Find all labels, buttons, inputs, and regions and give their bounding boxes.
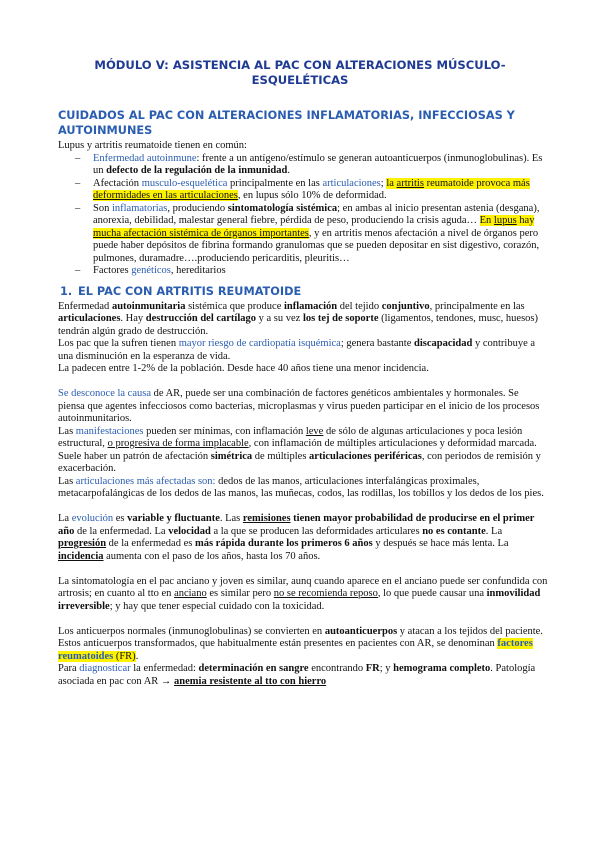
paragraph: La padecen entre 1-2% de la población. Desde hace 40 años tiene una menor incidencia. [58,363,429,374]
list-item: – Afectación musculo-esquelética principalmente en las articulaciones; la artritis reumatoide provoca más deformidades en las articulaciones, en lupus sólo 10% de deformidad. [75,177,530,201]
list-item: – Factores genéticos, hereditarios [75,265,226,276]
paragraph: Los pac que la sufren tienen mayor riesgo de cardiopatía isquémica; genera bastante discapacidad y contribuye a una disminución en la esperanza de vida. [58,338,536,362]
heading-rheumatoid-arthritis: 1. EL PAC CON ARTRITIS REUMATOIDE [60,284,302,298]
paragraph: Los anticuerpos normales (inmunoglobulinas) se convierten en autoanticuerpos y atacan a los tejidos del paciente. Estos anticuerpos transformados, que habitualmente están presentes en pacientes con AR, se denominan factores reumatoides (FR). [58,625,543,662]
dash-bullet: – [75,152,81,164]
document-body [58,140,548,688]
paragraph: Se desconoce la causa de AR, puede ser una combinación de factores genéticos ambientales y hormonales. Se piensa que agentes infecciosos como bacterias, microplasmas y virus pueden participar en el inicio de los procesos autoinmunitarios. [58,388,540,424]
list-item: – Enfermedad autoinmune: frente a un antígeno/estímulo se generan autoanticuerpos (inmunoglobulinas). Es un defecto de la regulación de la inmunidad. [75,152,543,176]
highlight: la artritis reumatoide provoca más deformidades en las articulaciones [93,177,530,201]
paragraph: Las manifestaciones pueden ser mínimas, con inflamación leve de sólo de algunas articulaciones y poca lesión estructural, o progresiva de forma implacable, con inflamación de múltiples articulaciones y deformidad marcada. Suele haber un patrón de afectación simétrica de múltiples articulaciones periféricas, con periodos de remisión y exacerbación. [58,425,541,474]
paragraph: La sintomatología en el pac anciano y joven es similar, aunq cuando aparece en el anciano puede ser confundida con artrosis; en cuanto al tto en anciano es similar pero no se recomienda reposo, lo que puede causar una inmovilidad irreversible; y hay que tener especial cuidado con la toxicidad. [58,575,548,612]
paragraph: Las articulaciones más afectadas son: dedos de las manos, articulaciones interfalángicas proximales, metacarpofalángicas de los dedos de las manos, las muñecas, codos, las rodillas, los tobillos y los dedos de los pies. [58,475,544,499]
paragraph: Para diagnosticar la enfermedad: determinación en sangre encontrando FR; y hemograma completo. Patología asociada en pac con AR → anemia resistente al tto con hierro [58,663,536,687]
highlight: En lupus hay mucha afectación sistémica de órganos importantes [93,215,535,239]
dash-bullet: – [75,202,81,214]
paragraph: Enfermedad autoinmunitaria sistémica que produce inflamación del tejido conjuntivo, principalmente en las articulaciones. Hay destrucción del cartílago y a su vez los tej de soporte (ligamentos, tendones, musc, huesos) tendrán algún grado de destrucción. [58,300,539,337]
module-title: MÓDULO V: ASISTENCIA AL PAC CON ALTERACIONES MÚSCULO-ESQUELÉTICAS [94,58,506,87]
highlight: factores reumatoides (FR) [58,638,533,662]
list-item: – Son inflamatorias, produciendo sintomatología sistémica; en ambas al inicio presentan astenia (desgana), anorexia, debilidad, malestar general fiebre, pérdida de peso, produciendo la crisis aguda… En lupus hay mucha afectación sistémica de órganos importantes, y en artritis menos afectación a nivel de órganos pero puede haber depósitos de fibrina formando granulomas que se pueden depositar en sist digestivo, corazón, pulmones, duramadre….produciendo pericarditis, pleuritis… [75,202,540,264]
common-features-list [58,153,548,278]
dash-bullet: – [75,177,81,189]
paragraph: La evolución es variable y fluctuante. Las remisiones tienen mayor probabilidad de producirse en el primer año de la enfermedad. La velocidad a la que se producen las deformidades articulares no es contante. La progresión de la enfermedad es más rápida durante los primeros 6 años y después se hace más lenta. La incidencia aumenta con el paso de los años, hasta los 70 años. [58,513,535,562]
section-heading: CUIDADOS AL PAC CON ALTERACIONES INFLAMATORIAS, INFECCIOSAS Y AUTOINMUNES [58,109,515,137]
dash-bullet: – [75,265,81,276]
intro-text: Lupus y artritis reumatoide tienen en común: [58,140,247,151]
